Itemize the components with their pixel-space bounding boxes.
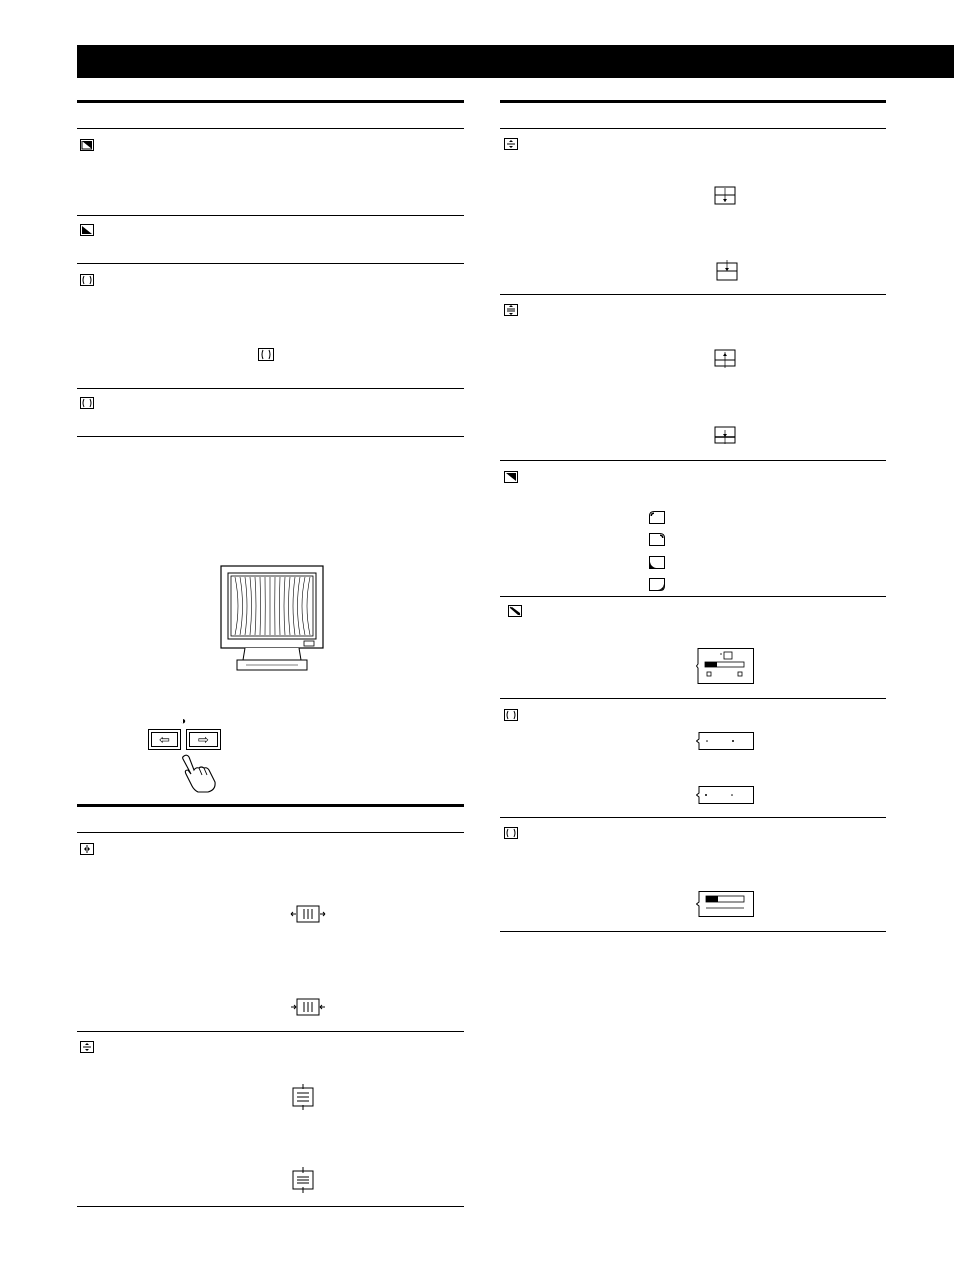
divider xyxy=(77,128,464,129)
vertical-size-icon xyxy=(504,304,518,316)
left-arrow-button[interactable] xyxy=(148,729,181,750)
center-down-icon xyxy=(714,184,736,206)
corner-pincushion-icon xyxy=(80,139,94,151)
bottom-left-corner-icon xyxy=(649,556,665,569)
center-up-small-icon xyxy=(714,347,736,369)
horizontal-size-icon xyxy=(80,843,94,855)
section-rule xyxy=(77,804,464,807)
level-indicator-window xyxy=(696,786,754,804)
divider xyxy=(500,128,886,129)
divider xyxy=(77,1206,464,1207)
vertical-shrink-icon xyxy=(292,1167,314,1193)
center-up-icon xyxy=(716,260,738,282)
corner-pincushion-icon xyxy=(508,605,522,617)
corner-pincushion-icon xyxy=(504,471,518,483)
level-indicator-window xyxy=(696,732,754,750)
divider xyxy=(500,931,886,932)
right-arrow-icon: ⇨ xyxy=(189,732,218,747)
pincushion-icon xyxy=(504,709,518,721)
top-right-corner-icon xyxy=(649,533,665,546)
divider xyxy=(77,1031,464,1032)
pincushion-icon xyxy=(80,397,94,409)
divider xyxy=(500,294,886,295)
bottom-right-corner-icon xyxy=(649,578,665,591)
divider xyxy=(77,215,464,216)
vertical-center-icon xyxy=(504,138,518,150)
center-down-small-icon xyxy=(714,424,736,446)
brightness-symbol: ◑ xyxy=(180,716,187,727)
header-bar xyxy=(77,45,954,78)
adjustment-osd-window xyxy=(696,648,754,684)
divider xyxy=(77,436,464,437)
horizontal-shrink-icon xyxy=(290,997,326,1017)
horizontal-expand-icon xyxy=(290,904,326,924)
vertical-size-icon xyxy=(80,1041,94,1053)
pincushion-icon xyxy=(258,348,274,361)
divider xyxy=(77,263,464,264)
divider xyxy=(77,832,464,833)
monitor-illustration xyxy=(220,565,326,673)
vertical-expand-icon xyxy=(292,1084,314,1110)
corner-pincushion-icon xyxy=(80,224,94,236)
divider xyxy=(500,698,886,699)
pincushion-icon xyxy=(504,827,518,839)
level-bar-window xyxy=(696,891,754,917)
divider xyxy=(500,817,886,818)
right-arrow-button[interactable] xyxy=(186,729,221,750)
left-arrow-icon: ⇦ xyxy=(151,732,178,747)
left-top-rule xyxy=(77,100,464,103)
pointing-hand-icon xyxy=(178,752,220,794)
divider xyxy=(77,388,464,389)
pincushion-icon xyxy=(80,274,94,286)
divider xyxy=(500,596,886,597)
divider xyxy=(500,460,886,461)
right-top-rule xyxy=(500,100,886,103)
top-left-corner-icon xyxy=(649,511,665,524)
